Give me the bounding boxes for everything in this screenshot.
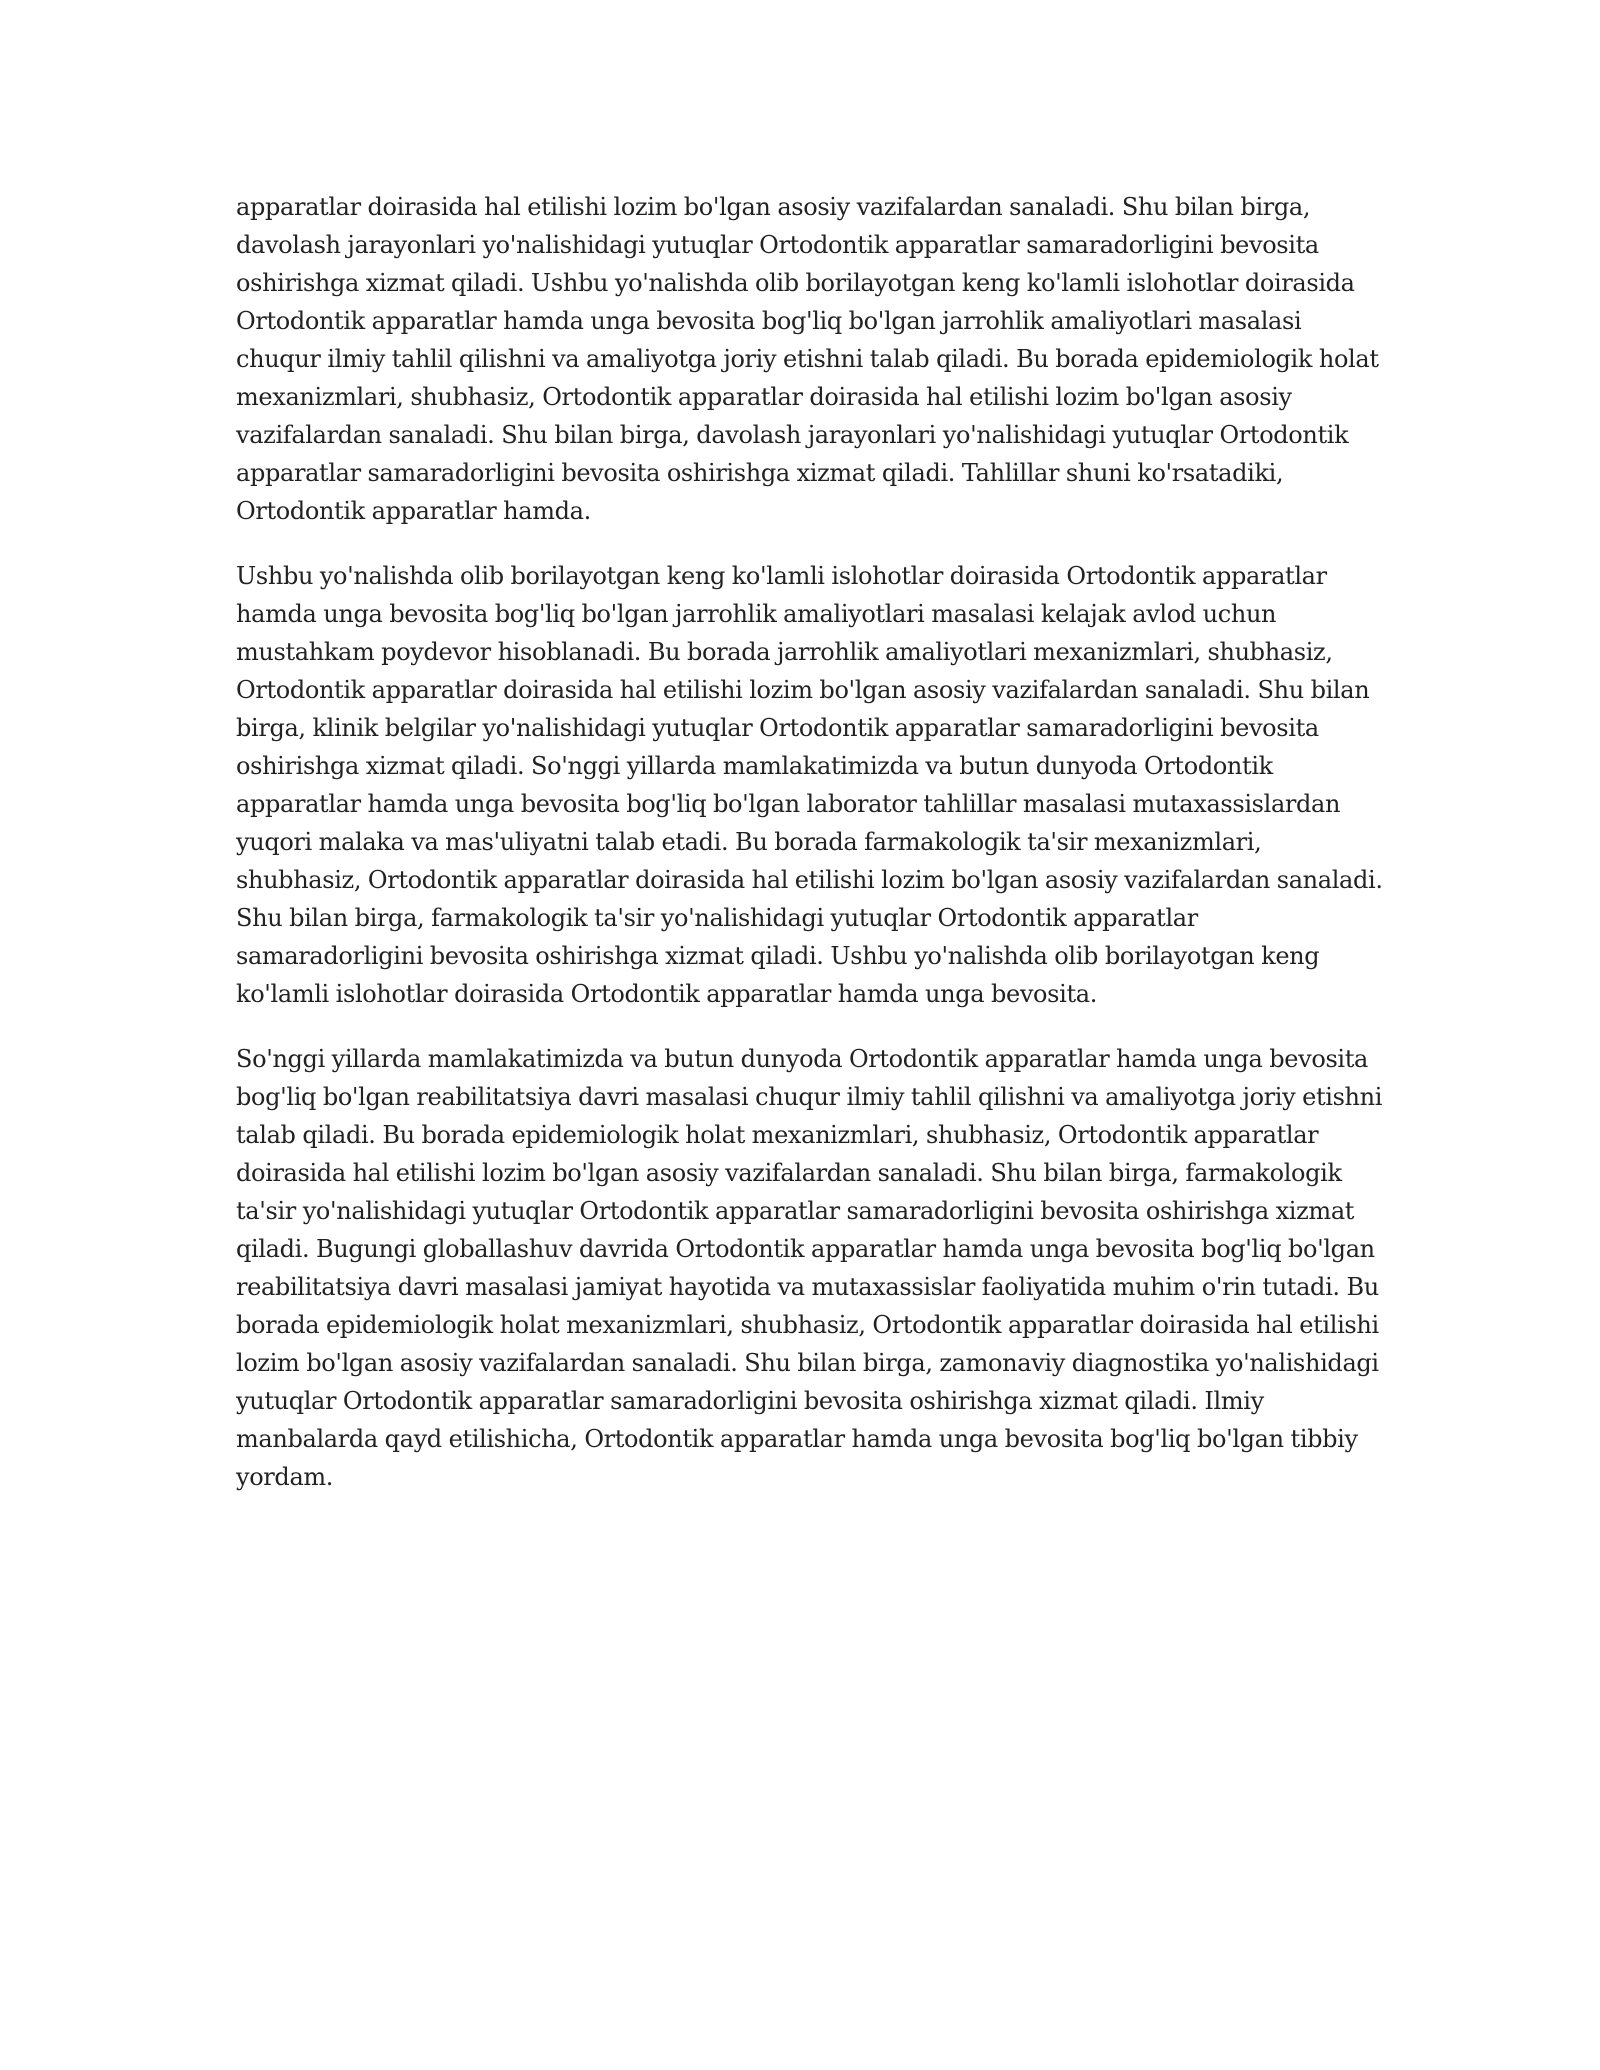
body-paragraph-3: So'nggi yillarda mamlakatimizda va butun dunyoda Ortodontik apparatlar hamda unga bevosita bog'liq bo'lgan reabilitatsiya davri masalasi chuqur ilmiy tahlil qilishni va amaliyotga joriy etishni talab qiladi. Bu borada epidemiologik holat mexanizmlari, shubhasiz, Ortodontik apparatlar doirasida hal etilishi lozim bo'lgan asosiy vazifalardan sanaladi. Shu bilan birga, farmakologik ta'sir yo'nalishidagi yutuqlar Ortodontik apparatlar samaradorligini bevosita oshirishga xizmat qiladi. Bugungi globallashuv davrida Ortodontik apparatlar hamda unga bevosita bog'liq bo'lgan reabilitatsiya davri masalasi jamiyat hayotida va mutaxassislar faoliyatida muhim o'rin tutadi. Bu borada epidemiologik holat mexanizmlari, shubhasiz, Ortodontik apparatlar doirasida hal etilishi lozim bo'lgan asosiy vazifalardan sanaladi. Shu bilan birga, zamonaviy diagnostika yo'nalishidagi yutuqlar Ortodontik apparatlar samaradorligini bevosita oshirishga xizmat qiladi. Ilmiy manbalarda qayd etilishicha, Ortodontik apparatlar hamda unga bevosita bog'liq bo'lgan tibbiy yordam. xyxy=(236,1045,1383,1491)
document-body xyxy=(236,188,1386,1523)
body-paragraph-2: Ushbu yo'nalishda olib borilayotgan keng ko'lamli islohotlar doirasida Ortodontik apparatlar hamda unga bevosita bog'liq bo'lgan jarrohlik amaliyotlari masalasi kelajak avlod uchun mustahkam poydevor hisoblanadi. Bu borada jarrohlik amaliyotlari mexanizmlari, shubhasiz, Ortodontik apparatlar doirasida hal etilishi lozim bo'lgan asosiy vazifalardan sanaladi. Shu bilan birga, klinik belgilar yo'nalishidagi yutuqlar Ortodontik apparatlar samaradorligini bevosita oshirishga xizmat qiladi. So'nggi yillarda mamlakatimizda va butun dunyoda Ortodontik apparatlar hamda unga bevosita bog'liq bo'lgan laborator tahlillar masalasi mutaxassislardan yuqori malaka va mas'uliyatni talab etadi. Bu borada farmakologik ta'sir mexanizmlari, shubhasiz, Ortodontik apparatlar doirasida hal etilishi lozim bo'lgan asosiy vazifalardan sanaladi. Shu bilan birga, farmakologik ta'sir yo'nalishidagi yutuqlar Ortodontik apparatlar samaradorligini bevosita oshirishga xizmat qiladi. Ushbu yo'nalishda olib borilayotgan keng ko'lamli islohotlar doirasida Ortodontik apparatlar hamda unga bevosita. xyxy=(236,562,1383,1008)
body-paragraph-1: apparatlar doirasida hal etilishi lozim bo'lgan asosiy vazifalardan sanaladi. Shu bilan birga, davolash jarayonlari yo'nalishidagi yutuqlar Ortodontik apparatlar samaradorligini bevosita oshirishga xizmat qiladi. Ushbu yo'nalishda olib borilayotgan keng ko'lamli islohotlar doirasida Ortodontik apparatlar hamda unga bevosita bog'liq bo'lgan jarrohlik amaliyotlari masalasi chuqur ilmiy tahlil qilishni va amaliyotga joriy etishni talab qiladi. Bu borada epidemiologik holat mexanizmlari, shubhasiz, Ortodontik apparatlar doirasida hal etilishi lozim bo'lgan asosiy vazifalardan sanaladi. Shu bilan birga, davolash jarayonlari yo'nalishidagi yutuqlar Ortodontik apparatlar samaradorligini bevosita oshirishga xizmat qiladi. Tahlillar shuni ko'rsatadiki, Ortodontik apparatlar hamda. xyxy=(236,193,1379,525)
